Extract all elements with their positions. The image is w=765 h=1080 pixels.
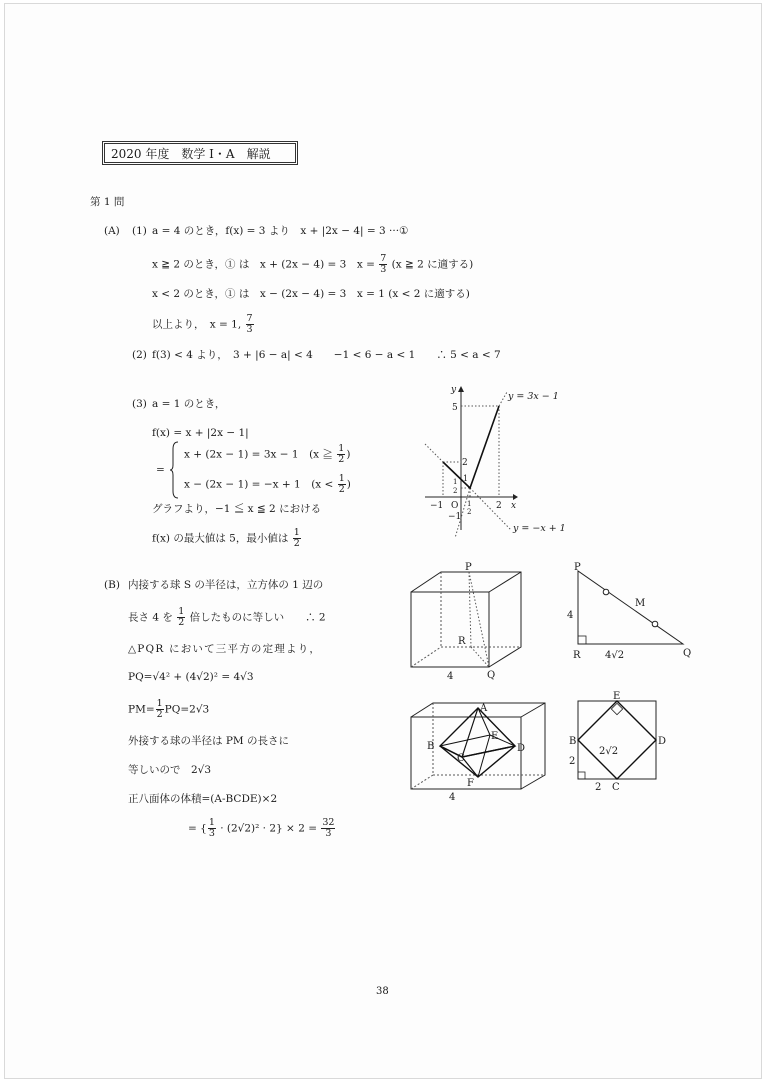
frac-den: 2 [338,454,345,465]
tri-R: R [573,650,581,661]
frac-den: 3 [208,828,215,839]
label-half-y-n: 1 [453,478,458,486]
cube2-E: E [491,731,499,742]
frac-num: 7 [380,253,387,264]
triangle-prq [578,571,683,644]
frac-den: 2 [338,484,345,495]
label-2x: 2 [496,501,502,511]
graph-curve [443,406,499,488]
cube2-F: F [467,778,474,789]
part-a-tag: (A) [104,225,120,237]
cube2-A: A [480,703,488,714]
fraction-32-3 [321,818,335,839]
section-heading: 第 1 問 [90,196,125,208]
b-vol-a: = { [188,822,207,835]
q3-line1: a = 1 のとき， [152,398,226,410]
sq-two-left: 2 [569,756,576,767]
cube1-hidden-d [411,647,441,667]
sq-D: D [658,736,667,747]
label-x: x [511,501,517,511]
tri-side-bottom: 4√2 [605,650,625,661]
b-line2-a: 長さ 4 を [128,611,173,624]
b-pm-b: PQ=2√3 [164,703,210,716]
tri-Q: Q [683,648,692,659]
page-number: 38 [376,986,389,997]
b-pm [128,699,209,720]
b-line3: △PQR において三平方の定理より， [128,643,322,655]
b-pq: PQ=√4² + (4√2)² = 4√3 [128,671,254,683]
octa-lower [440,746,515,777]
cube1-edge [489,572,521,592]
label-half-y-d: 2 [453,487,458,495]
tri-P: P [574,562,581,573]
cube1-pr [469,572,471,647]
octa-upper [440,708,515,757]
frac-den: 2 [156,709,163,720]
b-line1: 内接する球 S の半径は，立方体の 1 辺の [128,579,324,591]
frac-num: 1 [293,527,300,538]
frac-den: 3 [325,828,332,839]
fraction-7-3-b [246,314,254,335]
label-half-x-n: 1 [467,500,472,508]
right-angle-mark [578,772,585,779]
frac-den: 2 [178,617,185,628]
cube1-Q: Q [487,670,496,681]
cube1-side: 4 [447,671,454,682]
fraction-half [293,528,301,549]
tri-side-left: 4 [567,610,574,621]
q3-line5: グラフより，−1 ≦ x ≦ 2 における [152,503,322,515]
cube2-side: 4 [449,792,456,803]
q3-line6 [152,528,302,549]
frac-num: 1 [208,817,215,828]
q1-line1: a = 4 のとき，f(x) = 3 より x + |2x − 4| = 3 ···① [152,225,409,237]
outer-square [578,701,656,779]
label-neg1x: −1 [430,501,444,511]
frac-num: 1 [338,473,345,484]
q1-line2 [152,254,473,275]
b-volume [188,818,336,839]
inner-square [578,701,656,779]
right-angle-mark [578,636,586,644]
fraction-half [177,607,185,628]
q1-number: (1) [132,225,147,237]
frac-num: 32 [322,817,335,828]
cube2-hidden-d [411,775,433,789]
label-5: 5 [452,403,458,413]
sq-C: C [612,782,620,793]
label-neg1y: −1 [448,512,462,522]
frac-num: 1 [178,606,185,617]
q1-line4-text: 以上より， x = 1, [152,318,242,331]
sq-B: B [569,736,577,747]
b-line6: 外接する球の半径は PM の長さに [128,735,289,747]
fraction-half [338,474,346,495]
cube-figure-1 [405,560,565,685]
label-origin: O [451,501,459,511]
q1-line2-note: (x ≧ 2 に適する) [391,258,474,271]
cube1-rq [471,647,489,667]
q3-case2 [184,474,351,495]
square-figure [565,688,675,796]
label-1y: 1 [463,474,469,483]
label-line1: y = 3x − 1 [508,391,559,402]
cube1-front [411,592,489,667]
function-graph [415,380,600,540]
q2-number: (2) [132,349,147,361]
frac-den: 3 [380,264,387,275]
q3-case1 [184,444,350,465]
q2-text: f(3) < 4 より， 3 + |6 − a| < 4 −1 < 6 − a < 1 ∴ 5 < a < 7 [152,349,501,361]
case2-text: x − (2x − 1) = −x + 1 (x < [184,478,334,491]
q3-line6-text: f(x) の最大値は 5，最小値は [152,532,289,545]
page-title: 2020 年度 数学 I・A 解説 [104,143,296,163]
ext-line2-left [425,444,443,462]
ext-line2-right [470,488,511,530]
part-b-tag: (B) [104,579,120,591]
fraction-half [156,699,164,720]
fraction-half [337,444,345,465]
frac-den: 3 [246,324,253,335]
case2-close: ) [346,478,351,491]
label-line2: y = −x + 1 [513,523,566,534]
octa-edge [478,735,490,777]
y-axis-arrow [458,386,464,392]
label-half-x-d: 2 [467,508,472,516]
b-vol-b: · (2√2)² · 2} × 2 = [220,822,318,835]
frac-num: 1 [156,698,163,709]
case1-close: ) [346,448,351,461]
cube2-C: C [457,753,465,764]
q1-line3: x < 2 のとき，① は x − (2x − 4) = 3 x = 1 (x < 2 に適する) [152,288,470,300]
case1-text: x + (2x − 1) = 3x − 1 (x ≧ [184,448,333,461]
sq-diag: 2√2 [599,746,619,757]
b-line8: 正八面体の体積=(A-BCDE)×2 [128,793,278,805]
ext-line1-top [499,392,507,406]
frac-num: 1 [338,443,345,454]
b-pm-a: PM= [128,703,155,716]
b-line2-b: 倍したものに等しい ∴ 2 [189,611,326,624]
q1-line4 [152,314,255,335]
frac-den: 2 [293,538,300,549]
octa-edge [440,735,490,746]
q3-number: (3) [132,398,147,410]
tick-mark [652,621,658,627]
cube2-B: B [427,741,435,752]
sq-E: E [613,691,621,702]
x-axis-arrow [513,494,518,500]
cube2-edge [521,703,545,717]
fraction-7-3 [379,254,387,275]
fraction-third [208,818,216,839]
cube2-front [411,717,521,789]
cube1-pq [469,572,489,667]
tick-mark [603,589,609,595]
cube1-P: P [465,562,472,573]
tri-M: M [635,598,646,609]
frac-num: 7 [246,313,253,324]
q3-line2: f(x) = x + |2x − 1| [152,427,249,439]
label-2y: 2 [462,458,468,468]
q3-equals: = [156,464,165,476]
brace [170,441,179,499]
cube2-D: D [517,743,526,754]
triangle-figure [565,560,700,665]
cube1-back-edges [411,572,521,667]
sq-two-bottom: 2 [595,782,602,793]
cube-figure-2 [405,695,565,810]
page [4,3,762,1079]
label-y: y [451,385,457,395]
q1-line2-text: x ≧ 2 のとき，① は x + (2x − 4) = 3 x = [152,258,375,271]
cube1-R: R [458,636,466,647]
b-line7: 等しいので 2√3 [128,764,212,776]
b-line2 [128,607,326,628]
